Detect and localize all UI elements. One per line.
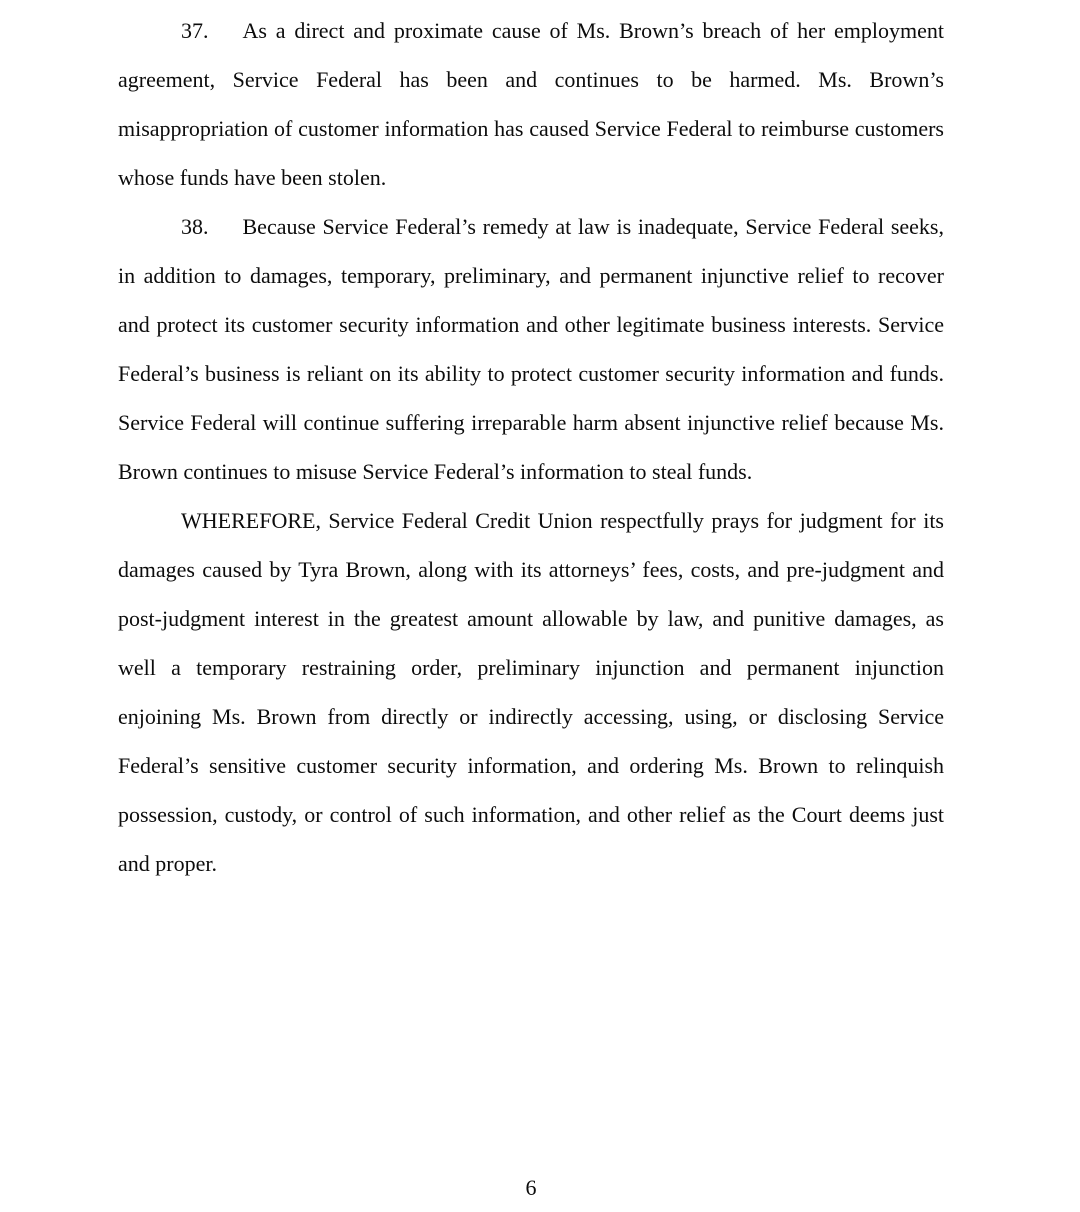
- paragraph-37-text: As a direct and proximate cause of Ms. Brown’s breach of her employment agreement, Service Federal has been and continues to be harmed. Ms. Brown’s misappropriation of customer information has caused Service Federal to reimburse customers whose funds have been stolen.: [118, 18, 944, 190]
- paragraph-38-text: Because Service Federal’s remedy at law is inadequate, Service Federal seeks, in addition to damages, temporary, preliminary, and permanent injunctive relief to recover and protect its customer security information and other legitimate business interests. Service Federal’s business is reliant on its ability to protect customer security information and funds. Service Federal will continue suffering irreparable harm absent injunctive relief because Ms. Brown continues to misuse Service Federal’s information to steal funds.: [118, 214, 944, 484]
- paragraph-38: [118, 202, 944, 496]
- wherefore-clause: [118, 496, 944, 888]
- paragraph-38-number: 38.: [181, 214, 209, 239]
- paragraph-37: [118, 6, 944, 202]
- page-number: 6: [525, 1175, 537, 1200]
- paragraph-37-number: 37.: [181, 18, 209, 43]
- page-content: [118, 6, 944, 888]
- wherefore-clause-text: WHEREFORE, Service Federal Credit Union respectfully prays for judgment for its damages caused by Tyra Brown, along with its attorneys’ fees, costs, and pre-judgment and post-judgment interest in the greatest amount allowable by law, and punitive damages, as well a temporary restraining order, preliminary injunction and permanent injunction enjoining Ms. Brown from directly or indirectly accessing, using, or disclosing Service Federal’s sensitive customer security information, and ordering Ms. Brown to relinquish possession, custody, or control of such information, and other relief as the Court deems just and proper.: [118, 508, 944, 876]
